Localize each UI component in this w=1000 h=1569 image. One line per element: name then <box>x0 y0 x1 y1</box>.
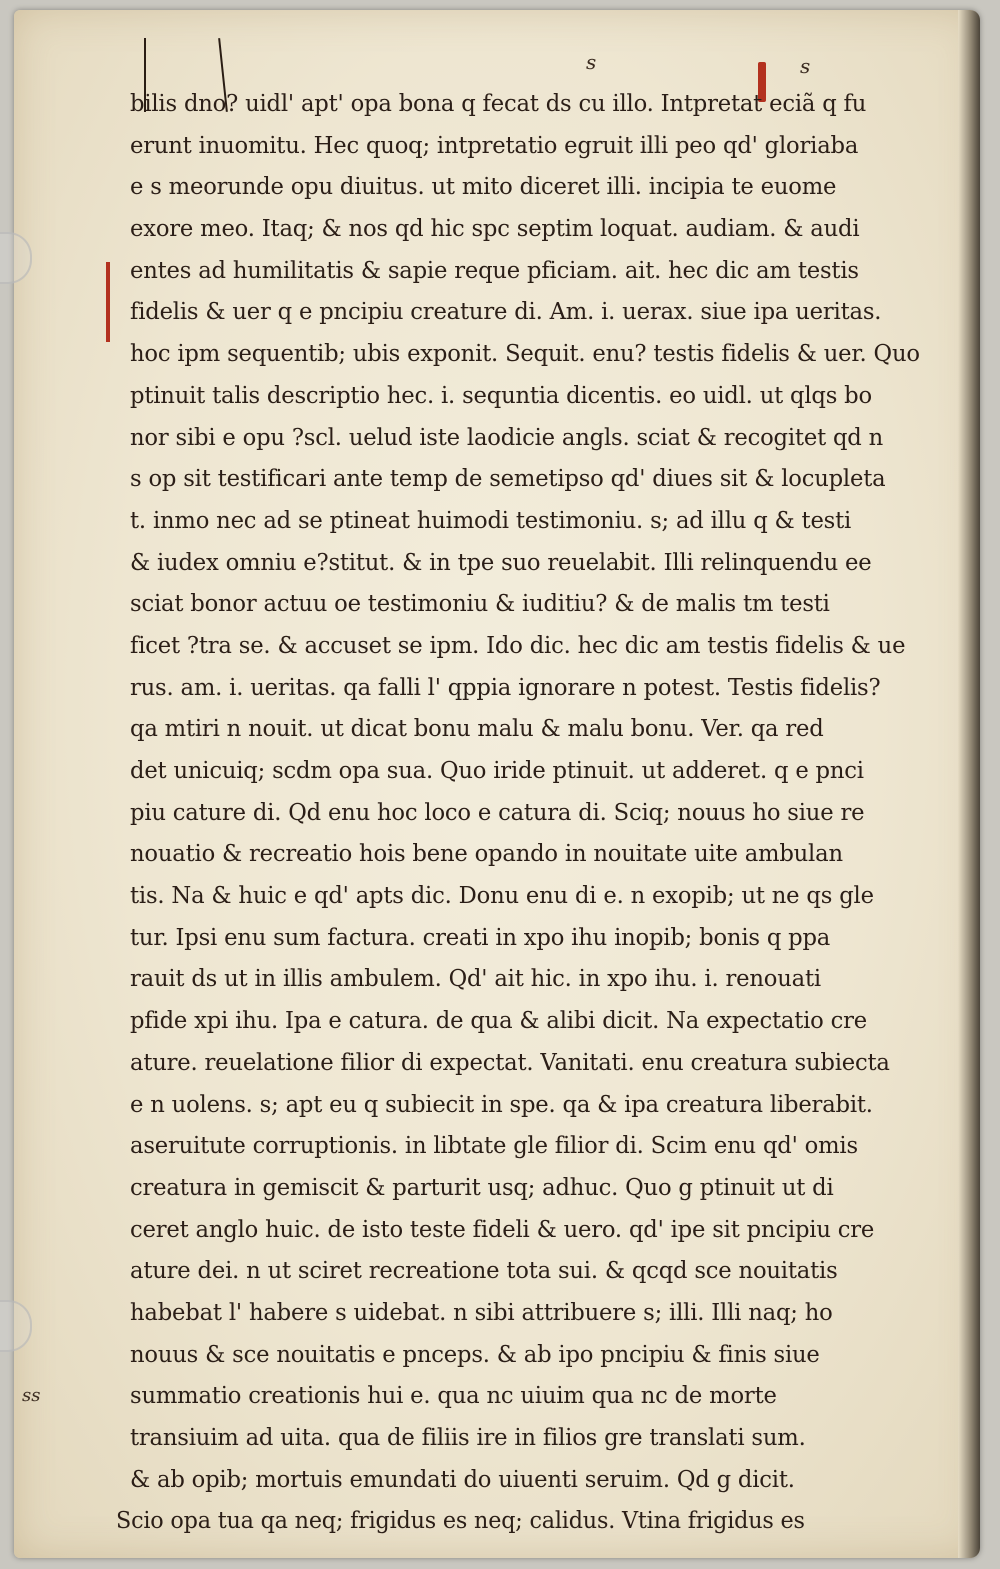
text-line-8: ptinuit talis descriptio hec. i. sequntia dicentis. eo uidl. ut qlqs bo <box>130 382 872 409</box>
text-line-5: entes ad humilitatis & sapie reque pficiam. ait. hec dic am testis <box>130 257 859 284</box>
text-line-9: nor sibi e opu ?scl. uelud iste laodicie angls. sciat & recogitet qd n <box>130 424 884 451</box>
text-line-19: nouatio & recreatio hois bene opando in nouitate uite ambulan <box>130 841 843 868</box>
text-line-14: ficet ?tra se. & accuset se ipm. Ido dic. hec dic am testis fidelis & ue <box>130 632 906 659</box>
text-line-12: & iudex omniu e?stitut. & in tpe suo reuelabit. Illi relinquendu ee <box>130 549 872 576</box>
text-line-20: tis. Na & huic e qd' apts dic. Donu enu di e. n exopib; ut ne qs gle <box>130 883 874 910</box>
text-line-17: det unicuiq; scdm opa sua. Quo iride ptinuit. ut adderet. q e pnci <box>130 758 864 784</box>
text-line-2: erunt inuomitu. Hec quoq; intpretatio egruit illi peo qd' gloriaba <box>130 132 859 159</box>
text-line-4: exore meo. Itaq; & nos qd hic spc septim loquat. audiam. & audi <box>130 216 860 243</box>
text-line-28: ceret anglo huic. de isto teste fideli & uero. qd' ipe sit pncipiu cre <box>130 1216 875 1243</box>
text-line-32: summatio creationis hui e. qua nc uiuim qua nc de morte <box>130 1383 777 1410</box>
text-line-11: t. inmo nec ad se ptineat huimodi testimoniu. s; ad illu q & testi <box>130 507 852 534</box>
text-line-23: pfide xpi ihu. Ipa e catura. de qua & alibi dicit. Na expectatio cre <box>130 1008 868 1035</box>
text-line-24: ature. reuelatione filior di expectat. Vanitati. enu creatura subiecta <box>130 1049 890 1076</box>
margin-mark-bottom-left: ss <box>22 1385 41 1406</box>
margin-mark-top-right: s <box>800 54 811 78</box>
text-line-33: transiuim ad uita. qua de filiis ire in filios gre translati sum. <box>130 1425 806 1451</box>
text-line-26: aseruitute corruptionis. in libtate gle filior di. Scim enu qd' omis <box>130 1133 858 1160</box>
text-line-30: habebat l' habere s uidebat. n sibi attribuere s; illi. Illi naq; ho <box>130 1299 833 1326</box>
rubricated-initial-h <box>106 262 110 342</box>
text-line-27: creatura in gemiscit & parturit usq; adhuc. Quo g ptinuit ut di <box>130 1174 834 1201</box>
text-line-13: sciat bonor actuu oe testimoniu & iuditiu? & de malis tm testi <box>130 591 830 618</box>
margin-mark-top-center: s <box>586 50 597 74</box>
text-line-15: rus. am. i. ueritas. qa falli l' qppia ignorare n potest. Testis fidelis? <box>130 674 881 701</box>
text-line-25: e n uolens. s; apt eu q subiecit in spe. qa & ipa creatura liberabit. <box>130 1091 873 1118</box>
text-line-18: piu cature di. Qd enu hoc loco e catura di. Sciq; nouus ho siue re <box>130 799 865 826</box>
text-line-35: Scio opa tua qa neq; frigidus es neq; calidus. Vtina frigidus es <box>116 1508 805 1535</box>
text-line-3: e s meorunde opu diuitus. ut mito diceret illi. incipia te euome <box>130 174 837 201</box>
text-line-34: & ab opib; mortuis emundati do uiuenti seruim. Qd g dicit. <box>130 1466 795 1493</box>
manuscript-text-block <box>116 84 962 1543</box>
text-line-10: s op sit testificari ante temp de semetipso qd' diues sit & locupleta <box>130 466 886 493</box>
text-line-31: nouus & sce nouitatis e pnceps. & ab ipo pncipiu & finis siue <box>130 1341 820 1368</box>
text-line-22: rauit ds ut in illis ambulem. Qd' ait hic. in xpo ihu. i. renouati <box>130 966 821 993</box>
text-line-29: ature dei. n ut sciret recreatione tota sui. & qcqd sce nouitatis <box>130 1258 838 1285</box>
text-line-7: hoc ipm sequentib; ubis exponit. Sequit. enu? testis fidelis & uer. Quo <box>130 341 920 368</box>
text-line-1: bilis dno? uidl' apt' opa bona q fecat ds cu illo. Intpretat eciã q fu <box>130 91 867 117</box>
text-line-6: fidelis & uer q e pncipiu creature di. Am. i. uerax. siue ipa ueritas. <box>130 299 882 326</box>
text-line-21: tur. Ipsi enu sum factura. creati in xpo ihu inopib; bonis q ppa <box>130 924 831 951</box>
text-line-16: qa mtiri n nouit. ut dicat bonu malu & malu bonu. Ver. qa red <box>130 716 824 743</box>
